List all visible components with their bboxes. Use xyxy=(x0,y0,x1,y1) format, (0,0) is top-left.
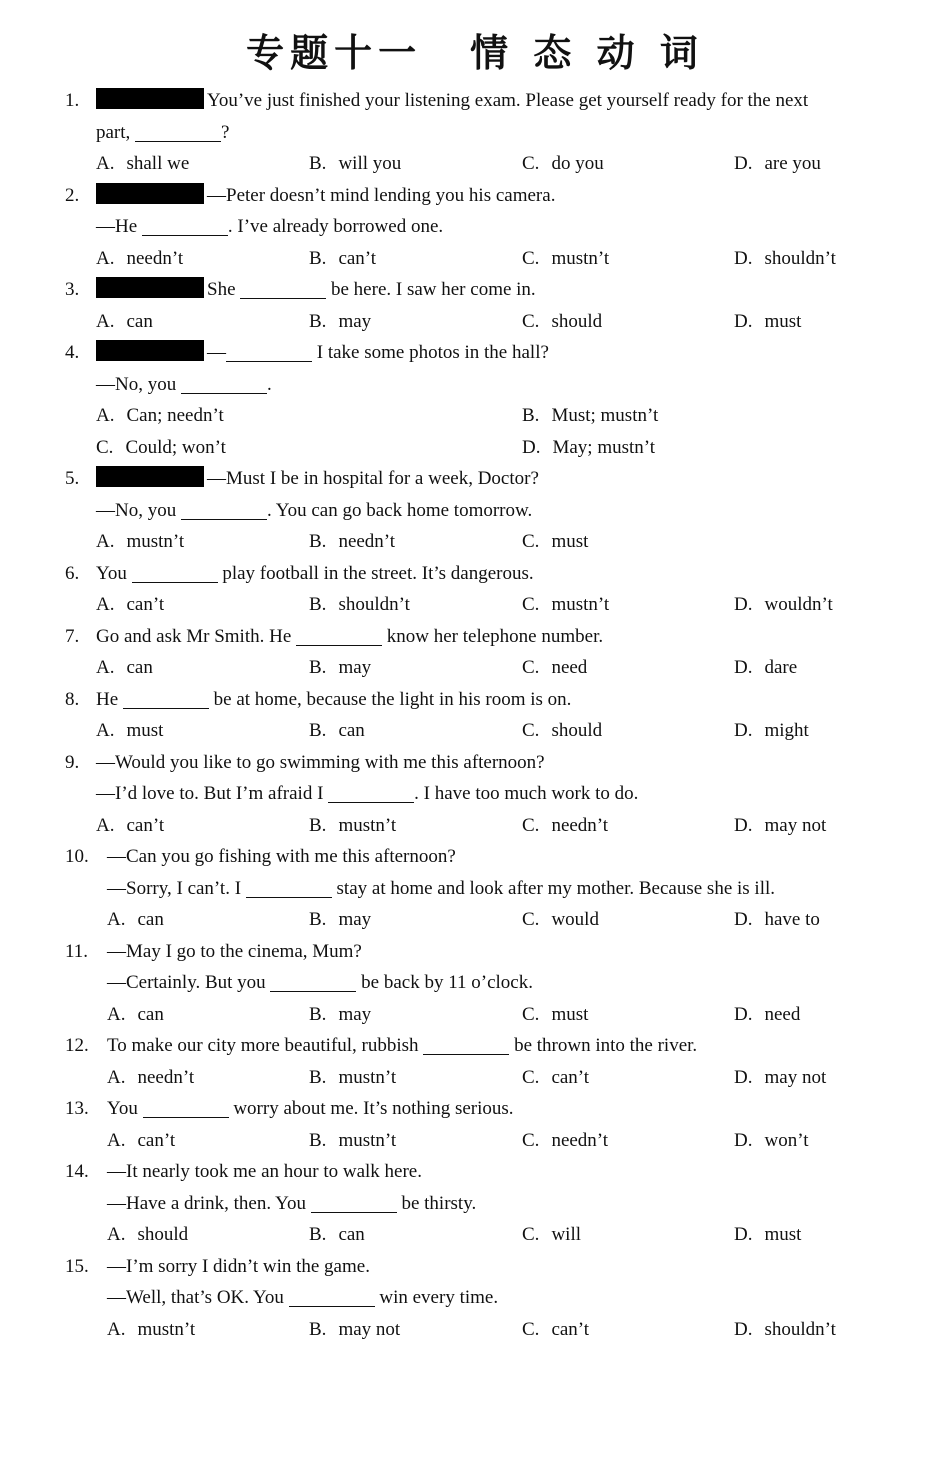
option xyxy=(96,151,189,177)
option xyxy=(309,1317,400,1343)
option-text: need xyxy=(551,657,588,678)
option-letter: D. xyxy=(734,594,753,615)
option-text: mustn’t xyxy=(137,1318,196,1340)
answer-blank xyxy=(311,1194,397,1213)
question-line xyxy=(96,372,272,398)
option xyxy=(107,1002,164,1028)
option-text: can xyxy=(338,1224,365,1245)
option xyxy=(734,1317,836,1343)
option xyxy=(522,813,608,839)
option xyxy=(309,1128,396,1154)
option-letter: D. xyxy=(734,814,753,836)
option-letter: B. xyxy=(309,310,327,332)
option-text: needn’t xyxy=(338,531,396,552)
question-text: —I’d love to. But I’m afraid I xyxy=(96,783,329,804)
question-text: You xyxy=(107,1098,143,1119)
option-text: needn’t xyxy=(137,1066,195,1088)
question-line xyxy=(107,1159,422,1185)
question-number: 15. xyxy=(65,1255,89,1277)
option xyxy=(309,1065,396,1091)
option-letter: C. xyxy=(522,531,540,552)
option xyxy=(96,403,224,429)
option xyxy=(309,655,371,681)
option-letter: C. xyxy=(522,1066,540,1088)
question-number: 1. xyxy=(65,90,80,111)
option xyxy=(734,1065,826,1091)
answer-blank xyxy=(135,123,221,142)
option-text: may xyxy=(338,1003,372,1025)
option-letter: A. xyxy=(107,1318,126,1340)
option-letter: D. xyxy=(734,1224,753,1245)
question-line xyxy=(107,876,775,902)
option-text: must xyxy=(764,1224,802,1245)
option-text: won’t xyxy=(764,1129,809,1151)
option-text: should xyxy=(551,310,603,332)
option-letter: C. xyxy=(522,720,540,741)
question-number: 3. xyxy=(65,279,80,300)
option xyxy=(309,1222,365,1248)
option xyxy=(96,435,226,461)
option-text: should xyxy=(137,1224,189,1245)
option xyxy=(107,1222,188,1248)
option-text: Could; won’t xyxy=(125,436,226,458)
question-text: stay at home and look after my mother. Because she is ill. xyxy=(331,877,776,899)
option-text: must xyxy=(126,720,164,741)
option-letter: C. xyxy=(522,1003,540,1025)
option xyxy=(309,592,410,618)
question-number: 7. xyxy=(65,625,80,647)
answer-blank xyxy=(246,879,332,898)
option xyxy=(96,592,164,618)
question-text: . I have too much work to do. xyxy=(414,783,639,804)
question-text: —He xyxy=(96,216,142,237)
option-letter: B. xyxy=(309,1066,327,1088)
option-letter: C. xyxy=(522,153,540,174)
option-letter: B. xyxy=(309,909,327,930)
question-text: Go and ask Mr Smith. He xyxy=(96,625,297,647)
option-text: needn’t xyxy=(551,1129,609,1151)
option-letter: B. xyxy=(309,1224,327,1245)
question-text: . xyxy=(266,373,272,395)
option xyxy=(734,592,833,618)
question-line xyxy=(107,1033,697,1059)
question-text: be here. I saw her come in. xyxy=(326,279,536,300)
option-text: dare xyxy=(764,657,798,678)
option xyxy=(309,309,371,335)
answer-blank xyxy=(240,280,326,299)
question-line xyxy=(107,1191,476,1217)
option xyxy=(522,1317,589,1343)
question-number: 10. xyxy=(65,846,89,867)
answer-blank xyxy=(142,217,228,236)
question-text: part, xyxy=(96,121,136,143)
question-line xyxy=(96,277,536,303)
option xyxy=(522,655,587,681)
question-line xyxy=(96,183,555,209)
question-number: 11. xyxy=(65,940,89,962)
option-text: can’t xyxy=(338,247,377,269)
option-letter: A. xyxy=(107,1003,126,1025)
question-text: be at home, because the light in his room is on. xyxy=(208,688,572,710)
option-letter: B. xyxy=(309,153,327,174)
option-text: would xyxy=(551,909,599,930)
option-text: mustn’t xyxy=(338,814,397,836)
question-text: be thrown into the river. xyxy=(509,1035,698,1056)
option-text: can’t xyxy=(551,1066,590,1088)
redaction-box xyxy=(96,466,204,487)
question-text: . You can go back home tomorrow. xyxy=(266,499,533,521)
option-letter: D. xyxy=(734,1129,753,1151)
question-line xyxy=(96,561,534,587)
option-letter: B. xyxy=(309,720,327,741)
option-text: will you xyxy=(338,153,402,174)
option-text: shouldn’t xyxy=(764,247,836,269)
question-line xyxy=(96,88,808,114)
answer-blank xyxy=(181,375,267,394)
option xyxy=(522,151,604,177)
option xyxy=(522,1065,589,1091)
option-text: can’t xyxy=(551,1318,590,1340)
option-letter: A. xyxy=(107,909,126,930)
option-text: should xyxy=(551,720,603,741)
option-letter: A. xyxy=(96,657,115,678)
question-line xyxy=(96,340,549,366)
option-letter: A. xyxy=(96,720,115,741)
option xyxy=(522,309,602,335)
option-text: can’t xyxy=(126,594,165,615)
option xyxy=(734,309,801,335)
option-text: mustn’t xyxy=(551,247,610,269)
option-text: will xyxy=(551,1224,581,1245)
answer-blank xyxy=(143,1099,229,1118)
option xyxy=(309,813,396,839)
option-letter: C. xyxy=(522,1224,540,1245)
option-text: may not xyxy=(338,1318,401,1340)
question-text: worry about me. It’s nothing serious. xyxy=(228,1098,514,1119)
option-letter: B. xyxy=(309,1129,327,1151)
option-letter: D. xyxy=(734,720,753,741)
option-letter: C. xyxy=(522,814,540,836)
option-text: Can; needn’t xyxy=(126,405,224,426)
option-letter: D. xyxy=(734,1318,753,1340)
option-letter: B. xyxy=(309,657,327,678)
question-text: —Sorry, I can’t. I xyxy=(107,877,246,899)
option-letter: D. xyxy=(734,909,753,930)
option-text: may xyxy=(338,909,372,930)
question-number: 2. xyxy=(65,184,80,206)
option-text: do you xyxy=(551,153,604,174)
option-letter: A. xyxy=(96,310,115,332)
option-letter: B. xyxy=(522,405,540,426)
option-text: mustn’t xyxy=(126,531,185,552)
option xyxy=(734,813,826,839)
question-line xyxy=(96,687,571,713)
option-letter: A. xyxy=(96,405,115,426)
option-letter: D. xyxy=(734,1066,753,1088)
question-text: —Would you like to go swimming with me this afternoon? xyxy=(96,751,545,773)
option xyxy=(522,1128,608,1154)
question-line xyxy=(107,844,456,870)
question-text: —No, you xyxy=(96,373,181,395)
question-number: 13. xyxy=(65,1098,89,1119)
question-number: 6. xyxy=(65,562,80,584)
option-text: mustn’t xyxy=(338,1066,397,1088)
option-letter: B. xyxy=(309,1318,327,1340)
title-part1: 专题十一 xyxy=(246,31,423,75)
question-text: be back by 11 o’clock. xyxy=(356,972,533,993)
question-text: To make our city more beautiful, rubbish xyxy=(107,1035,424,1056)
option xyxy=(309,529,395,555)
option-text: shall we xyxy=(126,153,190,174)
option xyxy=(309,718,365,744)
option xyxy=(522,718,602,744)
question-text: play football in the street. It’s dangerous. xyxy=(217,562,534,584)
question-line xyxy=(96,466,539,492)
option xyxy=(107,907,164,933)
option-letter: D. xyxy=(522,436,541,458)
title-part2: 情 态 动 词 xyxy=(470,31,704,75)
option xyxy=(96,718,163,744)
option xyxy=(734,1002,800,1028)
option-text: needn’t xyxy=(126,247,184,269)
option-letter: D. xyxy=(734,1003,753,1025)
option xyxy=(734,655,797,681)
option-text: shouldn’t xyxy=(764,1318,836,1340)
option-text: must xyxy=(551,531,589,552)
question-text: —Certainly. But you xyxy=(107,972,271,993)
question-text: — xyxy=(207,342,226,363)
option-text: have to xyxy=(764,909,820,930)
redaction-box xyxy=(96,183,204,204)
option-text: might xyxy=(764,720,809,741)
option-letter: D. xyxy=(734,153,753,174)
option-letter: B. xyxy=(309,531,327,552)
option-letter: C. xyxy=(522,310,540,332)
option-letter: C. xyxy=(522,1318,540,1340)
question-text: win every time. xyxy=(374,1287,499,1308)
option-letter: A. xyxy=(107,1129,126,1151)
option xyxy=(107,1317,195,1343)
question-line xyxy=(96,120,229,146)
question-number: 9. xyxy=(65,751,80,773)
option-letter: B. xyxy=(309,247,327,269)
question-line xyxy=(107,1254,370,1280)
question-text: —May I go to the cinema, Mum? xyxy=(107,940,362,962)
answer-blank xyxy=(289,1288,375,1307)
option-text: must xyxy=(551,1003,589,1025)
option xyxy=(96,309,153,335)
answer-blank xyxy=(328,784,414,803)
answer-blank xyxy=(270,973,356,992)
option xyxy=(734,1128,808,1154)
option-letter: C. xyxy=(522,657,540,678)
question-number: 14. xyxy=(65,1161,89,1182)
question-text: —I’m sorry I didn’t win the game. xyxy=(107,1255,370,1277)
option-letter: A. xyxy=(96,153,115,174)
question-text: be thirsty. xyxy=(396,1192,477,1214)
option-letter: A. xyxy=(107,1224,126,1245)
option-text: can xyxy=(137,909,164,930)
option xyxy=(734,246,836,272)
answer-blank xyxy=(181,501,267,520)
option-text: may xyxy=(338,657,372,678)
option xyxy=(107,1128,175,1154)
question-number: 8. xyxy=(65,688,80,710)
option xyxy=(734,1222,801,1248)
question-number: 5. xyxy=(65,468,80,489)
option xyxy=(309,1002,371,1028)
option-text: may not xyxy=(764,1066,827,1088)
question-line xyxy=(107,1096,514,1122)
question-text: You’ve just finished your listening exam. Please get yourself ready for the next xyxy=(207,90,809,111)
option-text: are you xyxy=(764,153,821,174)
question-text: —No, you xyxy=(96,499,181,521)
option xyxy=(734,718,809,744)
redaction-box xyxy=(96,340,204,361)
redaction-box xyxy=(96,88,204,109)
option-text: mustn’t xyxy=(551,594,610,615)
option-letter: C. xyxy=(522,909,540,930)
question-text: . I’ve already borrowed one. xyxy=(227,216,444,237)
answer-blank xyxy=(123,690,209,709)
option-text: can xyxy=(137,1003,164,1025)
question-text: ? xyxy=(221,121,230,143)
option-text: needn’t xyxy=(551,814,609,836)
option-text: can xyxy=(126,310,153,332)
option-letter: C. xyxy=(96,436,114,458)
option-text: May; mustn’t xyxy=(552,436,656,458)
question-text: —Must I be in hospital for a week, Doctor? xyxy=(207,468,539,489)
option-text: may xyxy=(338,310,372,332)
option xyxy=(309,907,371,933)
redaction-box xyxy=(96,277,204,298)
option xyxy=(309,246,376,272)
question-line xyxy=(107,939,362,965)
question-text: She xyxy=(207,279,241,300)
option xyxy=(96,529,184,555)
option-text: may not xyxy=(764,814,827,836)
option xyxy=(96,813,164,839)
question-line xyxy=(96,624,603,650)
option-letter: A. xyxy=(96,247,115,269)
option xyxy=(522,1002,588,1028)
option-letter: D. xyxy=(734,657,753,678)
option-letter: D. xyxy=(734,247,753,269)
option-text: can’t xyxy=(137,1129,176,1151)
question-line xyxy=(96,781,638,807)
option-letter: A. xyxy=(107,1066,126,1088)
page-title xyxy=(0,22,950,77)
question-text: I take some photos in the hall? xyxy=(312,342,549,363)
question-number: 4. xyxy=(65,342,80,363)
question-number: 12. xyxy=(65,1035,89,1056)
answer-blank xyxy=(423,1036,509,1055)
option xyxy=(107,1065,194,1091)
answer-blank xyxy=(296,627,382,646)
option xyxy=(96,655,153,681)
option-text: wouldn’t xyxy=(764,594,833,615)
option-letter: A. xyxy=(96,814,115,836)
option-letter: B. xyxy=(309,814,327,836)
question-text: —Can you go fishing with me this afternoon? xyxy=(107,846,456,867)
option-text: Must; mustn’t xyxy=(551,405,659,426)
answer-blank xyxy=(132,564,218,583)
question-line xyxy=(96,498,532,524)
option-text: can xyxy=(126,657,153,678)
question-text: —Peter doesn’t mind lending you his camera. xyxy=(207,184,556,206)
option-text: need xyxy=(764,1003,801,1025)
question-text: —It nearly took me an hour to walk here. xyxy=(107,1161,422,1182)
option xyxy=(734,151,821,177)
option xyxy=(522,907,599,933)
option-text: can’t xyxy=(126,814,165,836)
option-letter: D. xyxy=(734,310,753,332)
option xyxy=(522,1222,581,1248)
question-line xyxy=(96,750,545,776)
question-text: You xyxy=(96,562,132,584)
option-text: can xyxy=(338,720,365,741)
option-letter: B. xyxy=(309,594,327,615)
question-text: —Have a drink, then. You xyxy=(107,1192,311,1214)
option-letter: C. xyxy=(522,594,540,615)
option-letter: C. xyxy=(522,247,540,269)
option xyxy=(522,435,655,461)
option xyxy=(96,246,183,272)
option xyxy=(522,403,658,429)
option xyxy=(734,907,820,933)
answer-blank xyxy=(226,343,312,362)
option-text: must xyxy=(764,310,802,332)
option-text: mustn’t xyxy=(338,1129,397,1151)
option-letter: C. xyxy=(522,1129,540,1151)
option-letter: A. xyxy=(96,531,115,552)
question-text: —Well, that’s OK. You xyxy=(107,1287,289,1308)
option-letter: A. xyxy=(96,594,115,615)
option-letter: B. xyxy=(309,1003,327,1025)
question-text: know her telephone number. xyxy=(382,625,604,647)
option xyxy=(522,529,588,555)
question-line xyxy=(96,214,443,240)
option xyxy=(522,246,609,272)
question-line xyxy=(107,1285,498,1311)
option xyxy=(522,592,609,618)
option xyxy=(309,151,401,177)
question-text: He xyxy=(96,688,123,710)
option-text: shouldn’t xyxy=(338,594,410,615)
question-line xyxy=(107,970,533,996)
